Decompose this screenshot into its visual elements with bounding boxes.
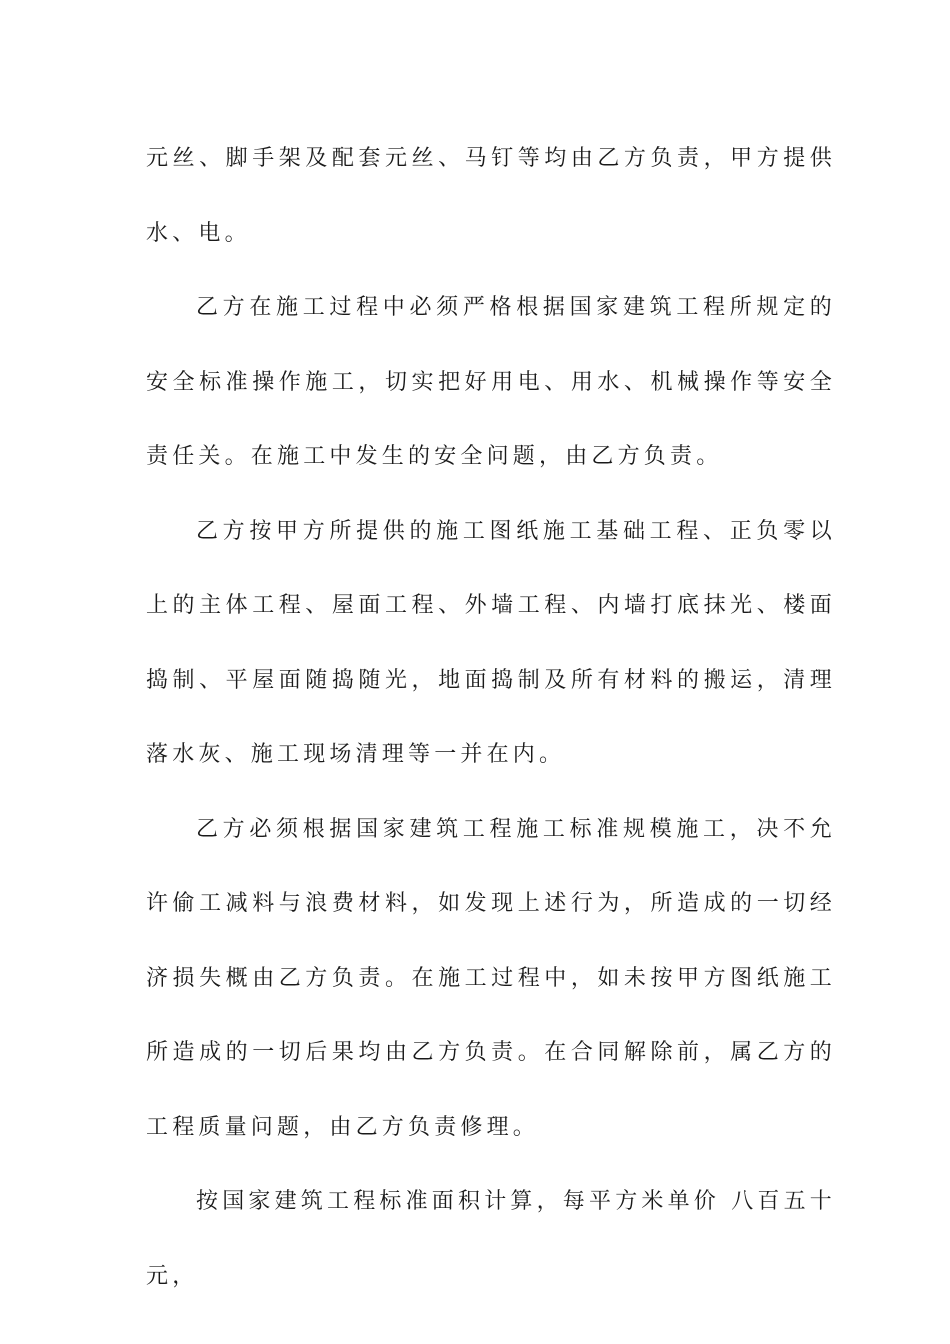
paragraph-safety-responsibility: 乙方在施工过程中必须严格根据国家建筑工程所规定的安全标准操作施工，切实把好用电、用水、机械操作等安全责任关。在施工中发生的安全问题，由乙方负责。: [146, 295, 836, 469]
paragraph-construction-scope: 乙方按甲方所提供的施工图纸施工基础工程、正负零以上的主体工程、屋面工程、外墙工程、内墙打底抹光、楼面捣制、平屋面随捣随光，地面捣制及所有材料的搬运，清理落水灰、施工现场清理等一并在内。: [146, 518, 836, 767]
paragraph-unit-price: 按国家建筑工程标准面积计算，每平方米单价 八百五十元，: [146, 1189, 836, 1289]
paragraph-quality-standards: 乙方必须根据国家建筑工程施工标准规模施工，决不允许偷工减料与浪费材料，如发现上述行为，所造成的一切经济损失概由乙方负责。在施工过程中，如未按甲方图纸施工所造成的一切后果均由乙方负责。在合同解除前，属乙方的工程质量问题，由乙方负责修理。: [146, 816, 836, 1140]
document-body: [146, 122, 836, 1314]
paragraph-materials-supply: 元丝、脚手架及配套元丝、马钉等均由乙方负责，甲方提供水、电。: [146, 146, 836, 246]
